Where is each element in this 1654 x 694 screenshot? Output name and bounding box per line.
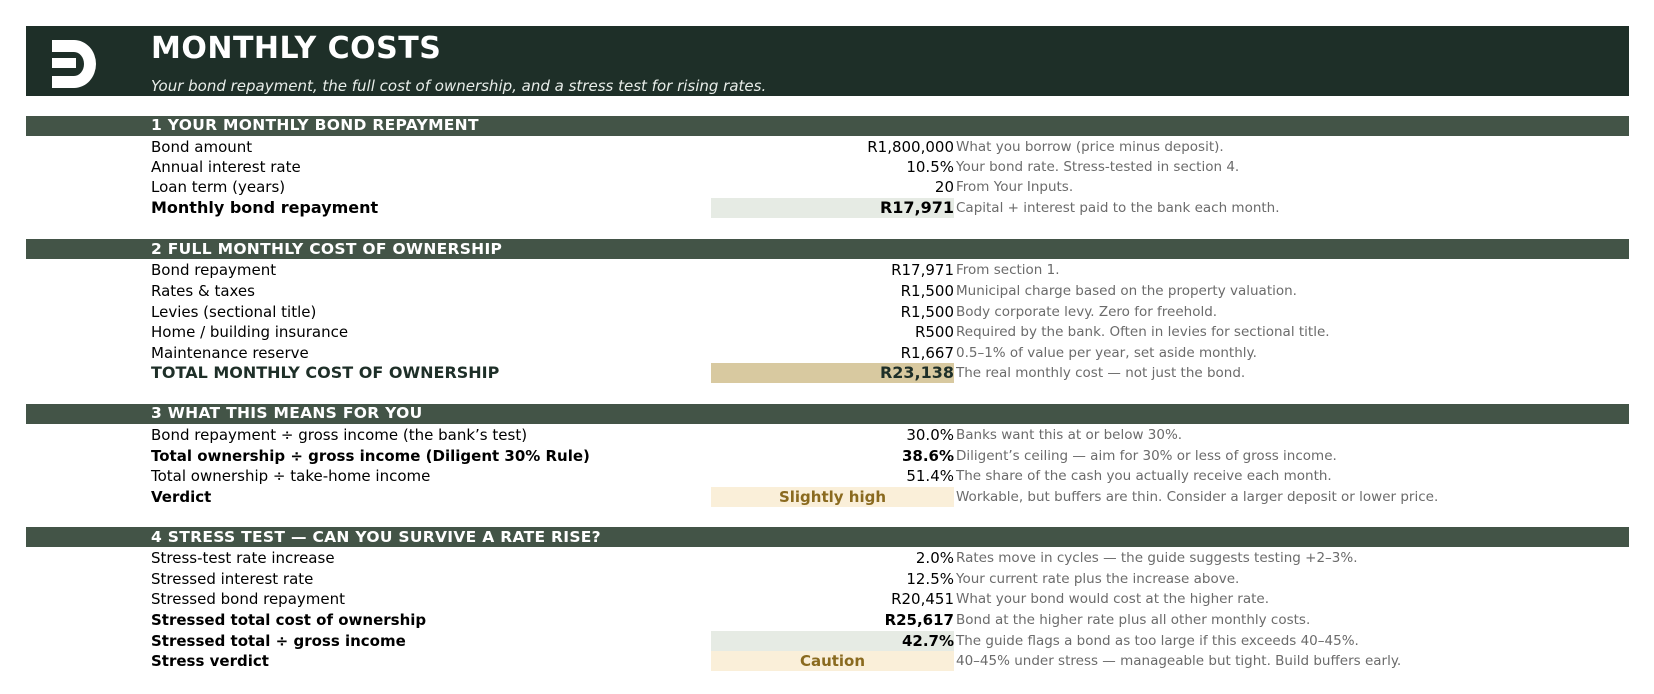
note-levies: Body corporate levy. Zero for freehold. [956, 304, 1218, 320]
value-levies[interactable]: R1,500 [900, 303, 954, 321]
label-stress-verdict: Stress verdict [151, 652, 269, 670]
section-title-stress: 4 STRESS TEST — CAN YOU SURVIVE A RATE RISE? [151, 528, 601, 546]
section-title-meaning: 3 WHAT THIS MEANS FOR YOU [151, 404, 423, 422]
value-insurance[interactable]: R500 [914, 323, 954, 341]
value-stressed-rate[interactable]: 12.5% [906, 570, 954, 588]
value-rates-taxes[interactable]: R1,500 [900, 282, 954, 300]
value-stressed-ratio[interactable]: 42.7% [711, 631, 954, 651]
value-stressed-total[interactable]: R25,617 [884, 611, 954, 629]
value-stressed-repayment[interactable]: R20,451 [891, 590, 954, 608]
value-diligent-rule[interactable]: 38.6% [901, 447, 954, 465]
label-total-ownership: TOTAL MONTHLY COST OF OWNERSHIP [151, 363, 500, 382]
label-maintenance: Maintenance reserve [151, 344, 309, 362]
note-rate-increase: Rates move in cycles — the guide suggests testing +2–3%. [956, 550, 1358, 566]
label-bank-test: Bond repayment ÷ gross income (the bank’s test) [151, 426, 528, 444]
label-monthly-repayment: Monthly bond repayment [151, 198, 379, 217]
section-title-ownership: 2 FULL MONTHLY COST OF OWNERSHIP [151, 240, 503, 258]
label-interest-rate: Annual interest rate [151, 158, 301, 176]
label-diligent-rule: Total ownership ÷ gross income (Diligent 30% Rule) [151, 447, 590, 465]
note-stressed-repayment: What your bond would cost at the higher rate. [956, 591, 1270, 607]
note-stressed-ratio: The guide flags a bond as too large if this exceeds 40–45%. [956, 633, 1359, 649]
stress-verdict-badge: Caution [711, 651, 954, 671]
value-monthly-repayment[interactable]: R17,971 [711, 198, 954, 218]
label-take-home: Total ownership ÷ take-home income [151, 467, 431, 485]
verdict-badge: Slightly high [711, 487, 954, 507]
label-stressed-rate: Stressed interest rate [151, 570, 314, 588]
value-total-ownership[interactable]: R23,138 [711, 363, 954, 383]
label-bond-amount: Bond amount [151, 138, 253, 156]
section-title-repayment: 1 YOUR MONTHLY BOND REPAYMENT [151, 116, 479, 134]
note-loan-term: From Your Inputs. [956, 179, 1074, 195]
note-bond-amount: What you borrow (price minus deposit). [956, 139, 1224, 155]
label-stressed-ratio: Stressed total ÷ gross income [151, 632, 406, 650]
note-interest-rate: Your bond rate. Stress-tested in section 4. [956, 159, 1240, 175]
note-total-ownership: The real monthly cost — not just the bond. [956, 365, 1246, 381]
value-maintenance[interactable]: R1,667 [900, 344, 954, 362]
label-insurance: Home / building insurance [151, 323, 349, 341]
note-monthly-repayment: Capital + interest paid to the bank each month. [956, 200, 1280, 216]
note-maintenance: 0.5–1% of value per year, set aside monthly. [956, 345, 1257, 361]
value-take-home[interactable]: 51.4% [906, 467, 954, 485]
label-rates-taxes: Rates & taxes [151, 282, 255, 300]
note-insurance: Required by the bank. Often in levies for sectional title. [956, 324, 1330, 340]
value-rate-increase[interactable]: 2.0% [915, 549, 954, 567]
value-bond-amount[interactable]: R1,800,000 [867, 138, 954, 156]
page-subtitle: Your bond repayment, the full cost of ownership, and a stress test for rising rates. [151, 77, 767, 95]
note-diligent-rule: Diligent’s ceiling — aim for 30% or less of gross income. [956, 448, 1337, 464]
note-bank-test: Banks want this at or below 30%. [956, 427, 1183, 443]
value-interest-rate[interactable]: 10.5% [906, 158, 954, 176]
label-loan-term: Loan term (years) [151, 178, 286, 196]
note-verdict: Workable, but buffers are thin. Consider a larger deposit or lower price. [956, 489, 1439, 505]
label-rate-increase: Stress-test rate increase [151, 549, 335, 567]
label-verdict: Verdict [151, 488, 212, 506]
note-take-home: The share of the cash you actually receive each month. [956, 468, 1332, 484]
value-bank-test[interactable]: 30.0% [906, 426, 954, 444]
label-levies: Levies (sectional title) [151, 303, 317, 321]
label-stressed-total: Stressed total cost of ownership [151, 611, 427, 629]
diligent-d-logo-icon [48, 36, 100, 92]
note-rates-taxes: Municipal charge based on the property valuation. [956, 283, 1297, 299]
label-stressed-repayment: Stressed bond repayment [151, 590, 345, 608]
label-bond-repayment: Bond repayment [151, 261, 277, 279]
note-stressed-total: Bond at the higher rate plus all other monthly costs. [956, 612, 1311, 628]
value-loan-term[interactable]: 20 [934, 178, 954, 196]
note-stress-verdict: 40–45% under stress — manageable but tight. Build buffers early. [956, 653, 1402, 669]
page-title: MONTHLY COSTS [151, 31, 442, 66]
value-bond-repayment[interactable]: R17,971 [891, 261, 954, 279]
note-stressed-rate: Your current rate plus the increase above. [956, 571, 1240, 587]
note-bond-repayment: From section 1. [956, 262, 1060, 278]
